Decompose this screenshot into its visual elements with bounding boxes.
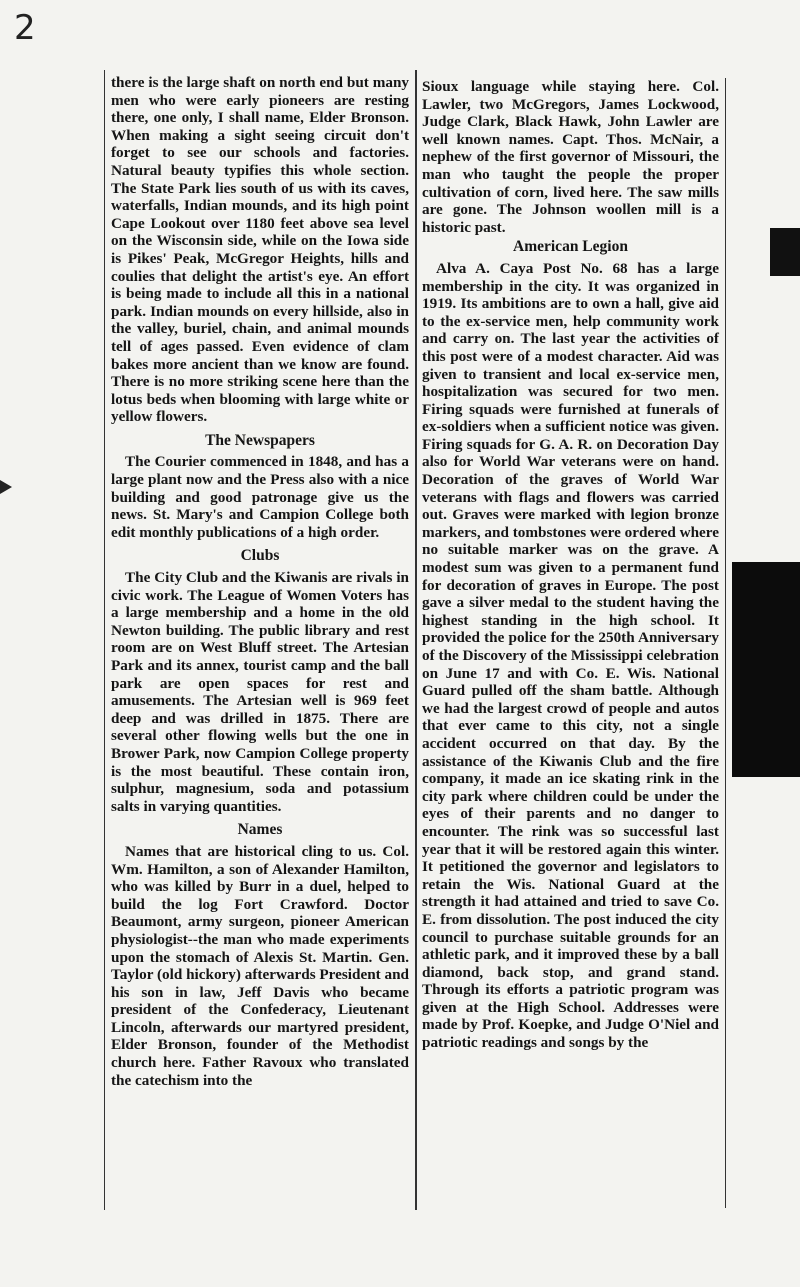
column-rule-right [725,78,726,1208]
right-column [422,78,719,1053]
page-number: 2 [14,8,36,48]
section-heading-newspapers: The Newspapers [205,431,315,449]
paragraph: The City Club and the Kiwanis are rivals in civic work. The League of Women Voters has a large membership and a home in the old Newton building. The public library and rest room are on West Bluff street. The Artesian Park and its annex, tourist camp and the ball park are open spaces for rest and amusements. The Artesian well is 969 feet deep and was drilled in 1875. There are several other flowing wells but the one in Brower Park, now Campion College property is the most beautiful. These contain iron, sulphur, magnesium, soda and potassium salts in varying quantities. [111,569,409,815]
paragraph: Names that are historical cling to us. Col. Wm. Hamilton, a son of Alexander Hamilton, who was killed by Burr in a duel, helped to build the log Fort Crawford. Doctor Beaumont, army surgeon, pioneer American physiologist--the man who made experiments upon the stomach of Alexis St. Martin. Gen. Taylor (old hickory) afterwards President and his son in law, Jeff Davis who became president of the Confederacy, Lieutenant Lincoln, afterwards our martyred president, Elder Bronson, founder of the Methodist church here. Father Ravoux who translated the catechism into the [111,842,409,1089]
column-rule-left [104,70,105,1210]
section-heading-clubs: Clubs [240,547,280,565]
section-heading-names: Names [237,821,283,839]
paragraph: Sioux language while staying here. Col. Lawler, two McGregors, James Lockwood, Judge Clark, Black Hawk, John Lawler are well known names. Capt. Thos. McNair, a nephew of the first governor of Missouri, the man who taught the people the proper cultivation of corn, lived here. The saw mills are gone. The Johnson woollen mill is a historic past. [422,78,719,236]
margin-arrow-mark [0,480,12,494]
paragraph: Alva A. Caya Post No. 68 has a large membership in the city. It was organized in 1919. Its ambitions are to own a hall, give aid to the ex-service men, help community work and carry on. The last year the activities of this post were of a modest character. Aid was given to transient and local ex-service men, hospitalization was secured for two men. Firing squads were furnished at funerals of ex-soldiers when a sufficient notice was given. Firing squads for G. A. R. on Decoration Day also for World War veterans were on hand. Decoration of the graves of World War veterans with flags and flowers was carried out. Graves were marked with legion bronze markers, and tombstones were ordered where no suitable marker was on the grave. A modest sum was given to a permanent fund for decoration of graves in Europe. The post gave a silver medal to the student having the highest standing in the high school. It provided the police for the 250th Anniversary of the Discovery of the Mississippi celebration on June 17 and with Co. E. Wis. National Guard pulled off the sham battle. Although we had the largest crowd of people and autos that ever came to this city, not a single accident occurred on that day. By the assistance of the Kiwanis Club and the fire company, it made an ice skating rink in the city park where children could be under the eyes of their parents and no danger to encounter. The rink was so successful last year that it will be restored again this winter. It petitioned the governor and legislators to retain the Wis. National Guard at the strength it had attained and tried to save Co. E. from dissolution. The post induced the city council to purchase suitable grounds for an athletic park, and it improved these by a ball diamond, back stop, and grand stand. Through its efforts a patriotic program was given at the High School. Addresses were made by Prof. Koepke, and Judge O'Niel and patriotic readings and songs by the [422,259,719,1052]
scan-edge-block [732,562,800,777]
scan-edge-mark [770,228,800,276]
paragraph: there is the large shaft on north end but many men who were early pioneers are resting there, one only, I shall name, Elder Bronson. When making a sight seeing circuit don't forget to see our schools and factories. Natural beauty typifies this whole section. The State Park lies south of us with its caves, waterfalls, Indian mounds, and its high point Cape Lookout over 1180 feet above sea level on the Wisconsin side, while on the Iowa side is Pikes' Peak, McGregor Heights, hills and coulies that delight the artist's eye. An effort is being made to include all this in a national park. Indian mounds on every hillside, also in the valley, buriel, chain, and animal mounds tell of ages passed. Even evidence of clam bakes more ancient than we know are found. There is no more striking scene here than the lotus beds when blooming with large white or yellow flowers. [111,74,409,426]
column-rule-middle [415,70,417,1210]
left-column [111,74,409,1090]
paragraph: The Courier commenced in 1848, and has a large plant now and the Press also with a nice building and good patronage give us the news. St. Mary's and Campion College both edit monthly publications of a high order. [111,453,409,541]
section-heading-american-legion: American Legion [513,238,628,256]
